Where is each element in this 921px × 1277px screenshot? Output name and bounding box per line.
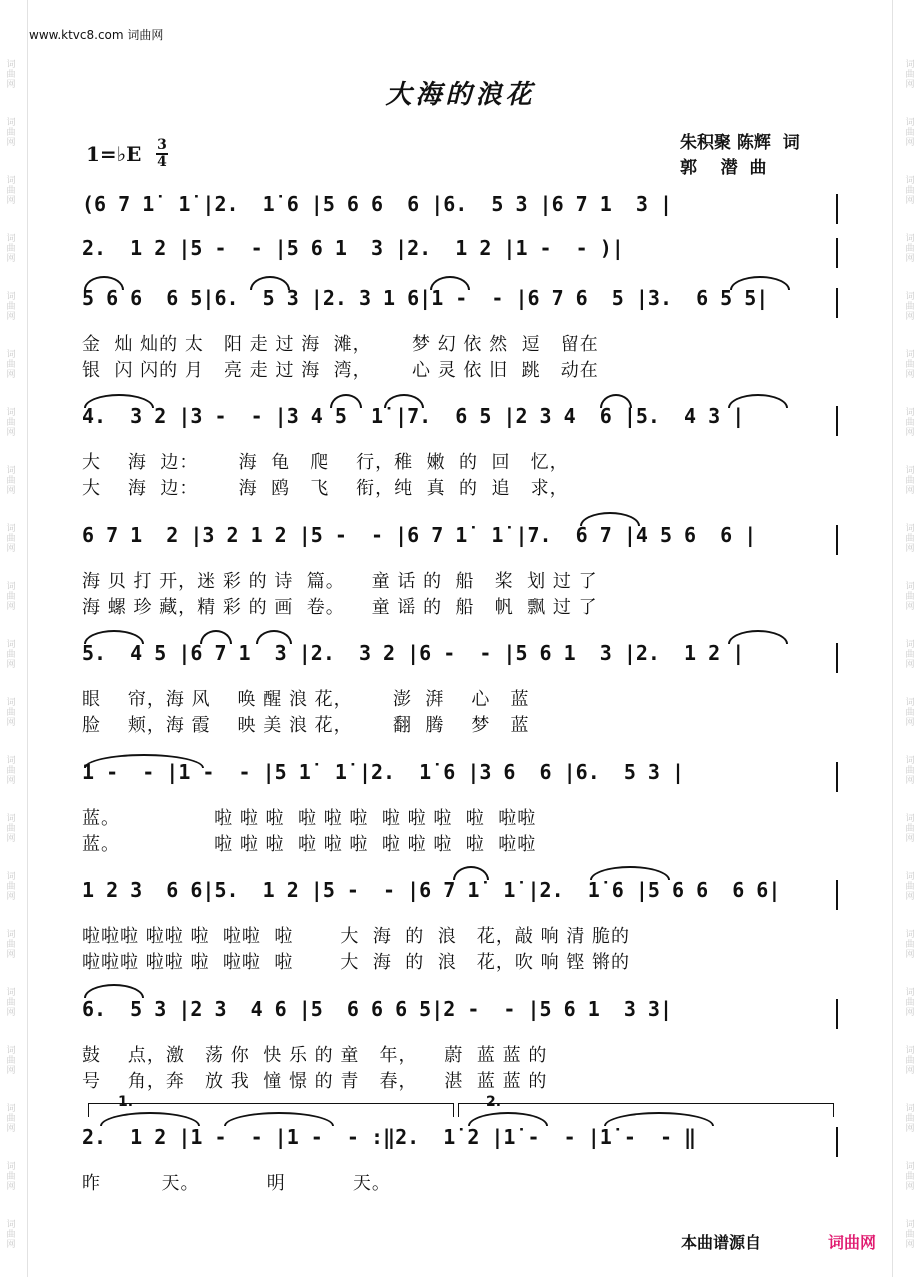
- side-watermark: 词 曲 网: [6, 60, 16, 90]
- meter-top: 3: [157, 137, 167, 153]
- side-watermark: 词 曲 网: [905, 524, 915, 554]
- composer-credit: 郭 潜 曲: [680, 158, 767, 178]
- side-watermark: 词 曲 网: [905, 466, 915, 496]
- lyric-line: 眼 帘，海 风 唤 醒 浪 花， 澎 湃 心 蓝: [82, 689, 530, 710]
- side-watermark: 词 曲 网: [6, 988, 16, 1018]
- barline: [836, 999, 838, 1029]
- notation-row: 5 6 6 6 5|6. 5 3 |2. 3 1 6|1 - - |6 7 6 5 |3. 6 5 5|: [82, 286, 769, 310]
- side-watermark: 词 曲 网: [6, 640, 16, 670]
- notation-row: (6 7 1̇ 1̇ |2. 1̇ 6 |5 6 6 6 |6. 5 3 |6 7 1 3 |: [82, 192, 673, 216]
- side-watermark: 词 曲 网: [6, 524, 16, 554]
- notation-row: 2. 1 2 |5 - - |5 6 1 3 |2. 1 2 |1 - - )|: [82, 236, 624, 260]
- side-watermark: 词 曲 网: [905, 582, 915, 612]
- lyric-line: 蓝。 啦 啦 啦 啦 啦 啦 啦 啦 啦 啦 啦啦: [82, 834, 537, 855]
- volta-second-label: 2.: [486, 1094, 502, 1110]
- song-title: 大海的浪花: [385, 80, 536, 110]
- meter-bottom: 4: [157, 154, 167, 170]
- side-watermark: 词 曲 网: [6, 234, 16, 264]
- side-watermark: 词 曲 网: [905, 118, 915, 148]
- lyric-line: 银 闪 闪的 月 亮 走 过 海 湾， 心 灵 依 旧 跳 动在: [82, 360, 599, 381]
- side-watermark: 词 曲 网: [6, 466, 16, 496]
- side-watermark: 词 曲 网: [6, 756, 16, 786]
- lyric-line: 蓝。 啦 啦 啦 啦 啦 啦 啦 啦 啦 啦 啦啦: [82, 808, 537, 829]
- notation-row: 2. 1 2 |1 - - |1 - - :‖2. 1̇ 2 |1̇ - - |1̇ - - ‖: [82, 1125, 697, 1149]
- side-watermark: 词 曲 网: [6, 350, 16, 380]
- side-watermark: 词 曲 网: [6, 118, 16, 148]
- side-watermark: 词 曲 网: [905, 176, 915, 206]
- barline: [836, 762, 838, 792]
- volta-first: [88, 1103, 454, 1117]
- side-watermark: 词 曲 网: [905, 1046, 915, 1076]
- volta-second: [458, 1103, 834, 1117]
- barline: [836, 525, 838, 555]
- footer-source: 本曲谱源自: [681, 1233, 762, 1252]
- lyric-line: 大 海 边： 海 龟 爬 行，稚 嫩 的 回 忆，: [82, 452, 569, 473]
- side-watermark: 词 曲 网: [6, 1162, 16, 1192]
- side-watermark: 词 曲 网: [905, 60, 915, 90]
- lyric-line: 大 海 边： 海 鸥 飞 衔，纯 真 的 追 求，: [82, 478, 569, 499]
- notation-row: 6 7 1 2 |3 2 1 2 |5 - - |6 7 1̇ 1̇ |7. 6 7 |4 5 6 6 |: [82, 523, 757, 547]
- lyric-line: 鼓 点，激 荡 你 快 乐 的 童 年， 蔚 蓝 蓝 的: [82, 1045, 548, 1066]
- side-watermark: 词 曲 网: [905, 408, 915, 438]
- side-watermark: 词 曲 网: [905, 350, 915, 380]
- side-watermark: 词 曲 网: [6, 408, 16, 438]
- notation-row: 5. 4 5 |6 7 1 3 |2. 3 2 |6 - - |5 6 1 3 |2. 1 2 |: [82, 641, 745, 665]
- lyric-line: 脸 颊，海 霞 映 美 浪 花， 翻 腾 梦 蓝: [82, 715, 530, 736]
- lyric-line: 海 贝 打 开，迷 彩 的 诗 篇。 童 话 的 船 桨 划 过 了: [82, 571, 598, 592]
- site-url[interactable]: www.ktvc8.com 词曲网: [29, 28, 164, 42]
- barline: [836, 288, 838, 318]
- barline: [836, 238, 838, 268]
- side-watermark: 词 曲 网: [905, 814, 915, 844]
- side-watermark: 词 曲 网: [905, 234, 915, 264]
- side-watermark: 词 曲 网: [6, 698, 16, 728]
- footer-brand[interactable]: 词曲网: [828, 1233, 877, 1252]
- lyric-line: 金 灿 灿的 太 阳 走 过 海 滩， 梦 幻 依 然 逗 留在: [82, 334, 599, 355]
- lyric-line: 啦啦啦 啦啦 啦 啦啦 啦 大 海 的 浪 花，吹 响 铿 锵的: [82, 952, 631, 973]
- side-watermark: 词 曲 网: [6, 176, 16, 206]
- barline: [836, 406, 838, 436]
- side-watermark: 词 曲 网: [6, 930, 16, 960]
- side-watermark: 词 曲 网: [6, 814, 16, 844]
- lyric-line: 海 螺 珍 藏，精 彩 的 画 卷。 童 谣 的 船 帆 飘 过 了: [82, 597, 598, 618]
- side-watermark: 词 曲 网: [6, 1046, 16, 1076]
- notation-row: 6. 5 3 |2 3 4 6 |5 6 6 6 5|2 - - |5 6 1 3 3|: [82, 997, 673, 1021]
- side-watermark: 词 曲 网: [905, 756, 915, 786]
- side-watermark: 词 曲 网: [6, 1220, 16, 1250]
- side-watermark: 词 曲 网: [905, 292, 915, 322]
- key-signature: 1=♭E: [86, 142, 142, 166]
- side-watermark: 词 曲 网: [6, 1104, 16, 1134]
- lyric-line: 啦啦啦 啦啦 啦 啦啦 啦 大 海 的 浪 花，敲 响 清 脆的: [82, 926, 631, 947]
- side-watermark: 词 曲 网: [905, 988, 915, 1018]
- notation-row: 1 2 3 6 6|5. 1 2 |5 - - |6 7 1̇ 1̇ |2. 1̇ 6 |5 6 6 6 6|: [82, 878, 781, 902]
- side-watermark: 词 曲 网: [905, 1220, 915, 1250]
- notation-row: 4. 3 2 |3 - - |3 4 5 1̇ |7. 6 5 |2 3 4 6 |5. 4 3 |: [82, 404, 745, 428]
- side-watermark: 词 曲 网: [905, 872, 915, 902]
- side-watermark: 词 曲 网: [6, 872, 16, 902]
- lyric-line: 昨 天。 明 天。: [82, 1173, 391, 1194]
- lyricist-credit: 朱积聚 陈辉 词: [680, 133, 800, 153]
- side-watermark: 词 曲 网: [905, 1104, 915, 1134]
- notation-row: 1 - - |1 - - |5 1̇ 1̇ |2. 1̇ 6 |3 6 6 |6. 5 3 |: [82, 760, 685, 784]
- barline: [836, 194, 838, 224]
- barline: [836, 643, 838, 673]
- side-watermark: 词 曲 网: [6, 292, 16, 322]
- lyric-line: 号 角，奔 放 我 憧 憬 的 青 春， 湛 蓝 蓝 的: [82, 1071, 548, 1092]
- side-watermark: 词 曲 网: [905, 640, 915, 670]
- barline: [836, 880, 838, 910]
- time-signature: [156, 138, 168, 170]
- side-watermark: 词 曲 网: [6, 582, 16, 612]
- side-watermark: 词 曲 网: [905, 1162, 915, 1192]
- side-watermark: 词 曲 网: [905, 930, 915, 960]
- volta-first-label: 1.: [118, 1094, 134, 1110]
- side-watermark: 词 曲 网: [905, 698, 915, 728]
- barline: [836, 1127, 838, 1157]
